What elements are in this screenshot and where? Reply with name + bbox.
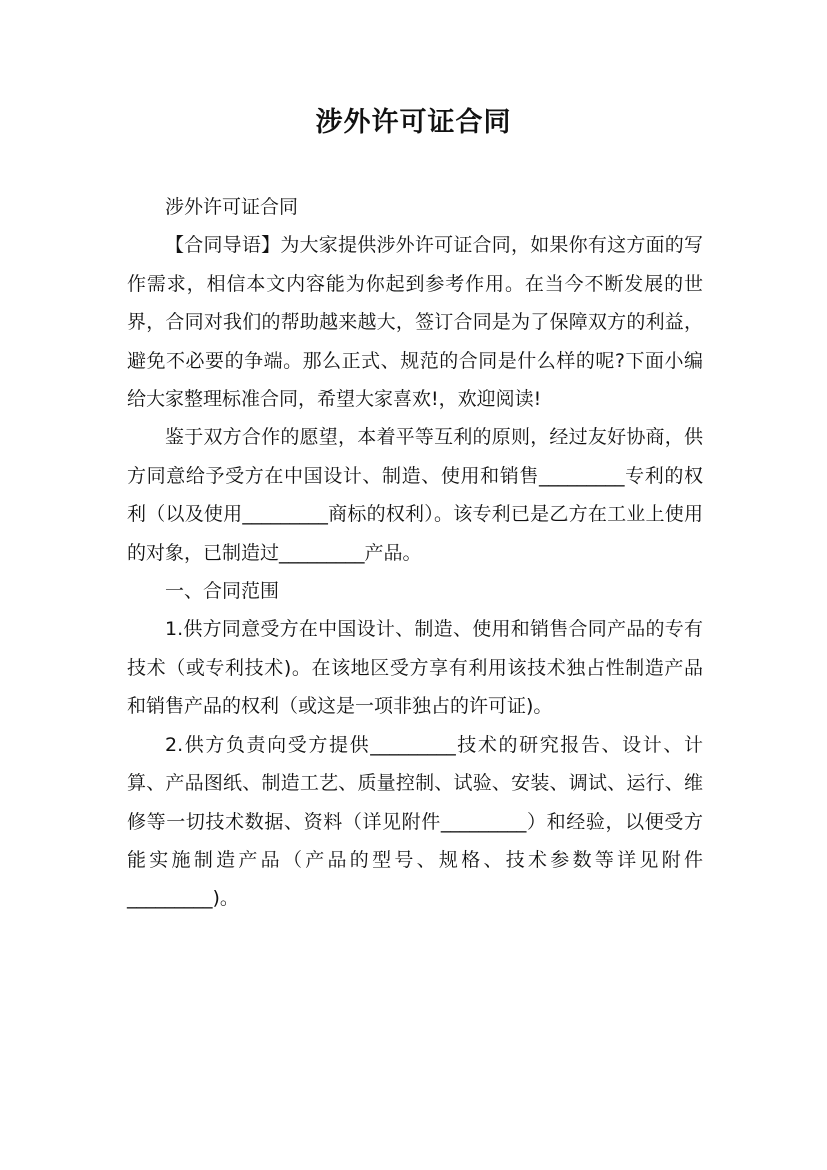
document-title: 涉外许可证合同 [315,107,512,138]
document-body [127,188,703,918]
clause-2: 2.供方负责向受方提供_________技术的研究报告、设计、计算、产品图纸、制造工艺、质量控制、试验、安装、调试、运行、维修等一切技术数据、资料（详见附件_________）和经验，以便受方能实施制造产品（产品的型号、规格、技术参数等详见附件_________)。 [127,733,703,910]
paragraph-intro: 【合同导语】为大家提供涉外许可证合同，如果你有这方面的写作需求，相信本文内容能为你起到参考作用。在当今不断发展的世界，合同对我们的帮助越来越大，签订合同是为了保障双方的利益，避免不必要的争端。那么正式、规范的合同是什么样的呢?下面小编给大家整理标准合同，希望大家喜欢!，欢迎阅读! [127,234,703,411]
paragraph-subtitle: 涉外许可证合同 [165,196,299,218]
clause-1: 1.供方同意受方在中国设计、制造、使用和销售合同产品的专有技术（或专利技术)。在该地区受方享有利用该技术独占性制造产品和销售产品的权利（或这是一项非独占的许可证)。 [127,618,703,718]
section-heading-scope: 一、合同范围 [165,580,280,603]
paragraph-preamble: 鉴于双方合作的愿望，本着平等互利的原则，经过友好协商，供方同意给予受方在中国设计、制造、使用和销售_________专利的权利（以及使用_________商标的权利）。该专利已是乙方在工业上使用的对象，已制造过_________产品。 [127,426,703,564]
